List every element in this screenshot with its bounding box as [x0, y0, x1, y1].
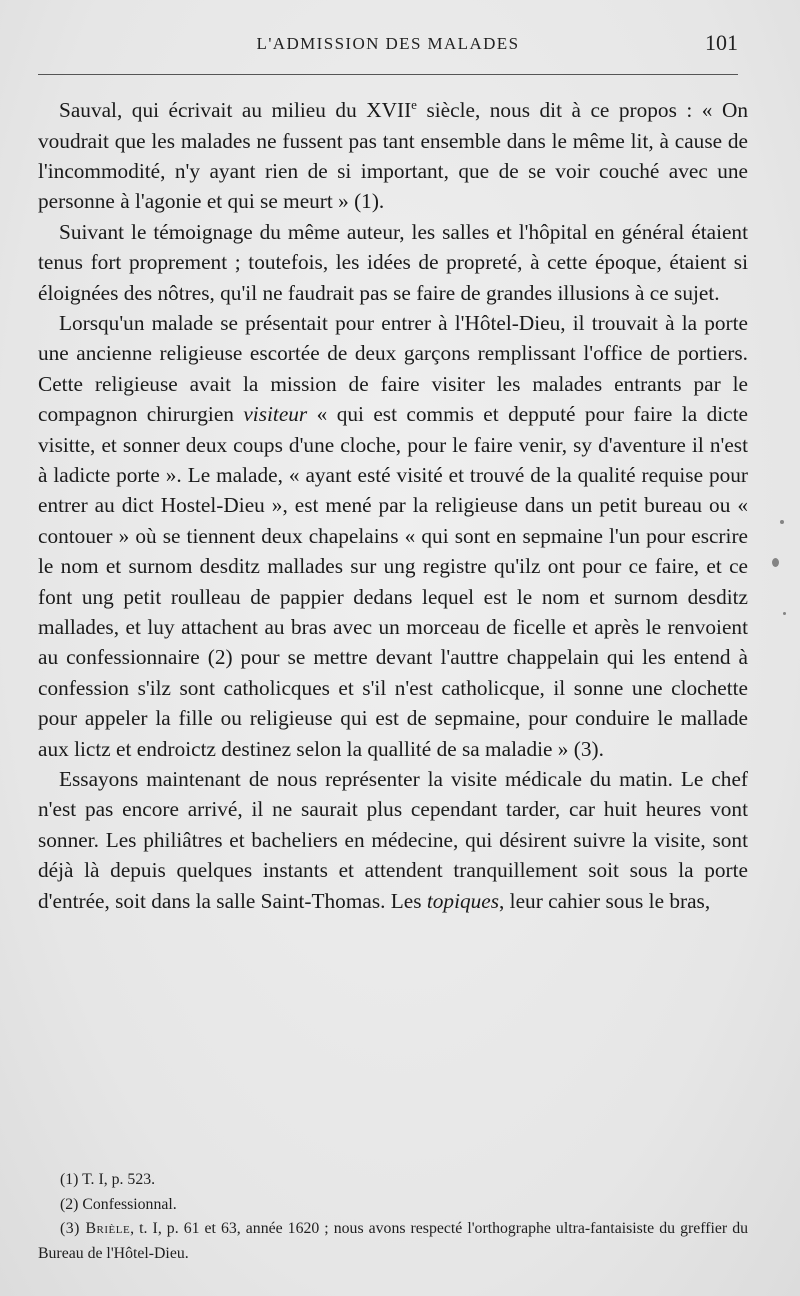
- footnote-3-author: (3) Brièle: [60, 1220, 131, 1237]
- ink-speck: [783, 612, 786, 615]
- ink-speck: [780, 520, 784, 524]
- paragraph-4: [38, 764, 748, 916]
- paragraph-2: Suivant le témoignage du même auteur, les salles et l'hôpital en général étaient tenus fort proprement ; toutefois, les idées de propreté, à cette époque, étaient si éloignées des nôtres, qu'il ne faudrait pas se faire de grandes illusions à ce sujet.: [38, 219, 748, 305]
- footnotes: [38, 1168, 748, 1266]
- footnote-1: (1) T. I, p. 523.: [60, 1171, 156, 1188]
- paragraph-4-start: Essayons maintenant de nous représenter la visite médicale du matin. Le chef n'est pas encore arrivé, il ne saurait plus cependant tarder, car huit heures vont sonner. Les philiâtres et bacheliers en médecine, qui désirent suivre la visite, sont déjà là depuis quelques instants et attendent tranquillement soit sous la porte d'entrée, soit dans la salle Saint-Thomas. Les: [38, 767, 748, 913]
- paragraph-1-start: Sauval, qui écrivait au milieu du XVII: [59, 98, 412, 123]
- paragraph-4-rest: , leur cahier sous le bras,: [499, 888, 711, 913]
- page-number: 101: [705, 30, 738, 55]
- paragraph-4-italic: topiques: [426, 888, 500, 913]
- paragraph-1: [38, 90, 748, 217]
- running-head: L'ADMISSION DES MALADES: [256, 34, 520, 53]
- paragraph-3-rest: « qui est commis et depputé pour faire la dicte visitte, et sonner deux coups d'une cloche, pour le faire venir, sy d'aventure il n'est à ladicte porte ». Le malade, « ayant esté visité et trouvé de la qualité requise pour entrer au dict Hostel-Dieu », est mené par la religieuse dans un petit bureau ou « contouer » où se tiennent deux chapelains « qui sont en sepmaine l'un pour escrire le nom et surnom desditz mallades sur ung registre qu'ilz ont pour ce faire, et ce font ung petit roulleau de pappier dedans lequel est le nom et surnom desditz mallades, et luy attachent au bras avec un morceau de ficelle et après le renvoient au confessionnaire (2) pour se mettre devant l'auttre chappelain qui les entend à confession s'ilz sont catholicques et s'il n'est catholicque, il sonne une clochette pour appeler la fille ou religieuse qui est de sepmaine, pour conduire le mallade aux lictz et endroictz destinez selon la quallité de sa maladie » (3).: [38, 402, 748, 761]
- body-text: [38, 90, 748, 916]
- footnote-2: (2) Confessionnal.: [60, 1195, 177, 1213]
- paragraph-3-italic: visiteur: [243, 402, 308, 427]
- footnote-3: [38, 1217, 748, 1266]
- ink-blot: [772, 558, 779, 567]
- footnote-3-text: , t. I, p. 61 et 63, année 1620 ; nous avons respecté l'orthographe ultra-fantaisiste du greffier du Bureau de l'Hôtel-Dieu.: [38, 1220, 748, 1262]
- century-superscript: e: [411, 97, 417, 112]
- paragraph-3: [38, 308, 748, 764]
- page-header: [38, 30, 738, 60]
- paragraph-1-rest: siècle, nous dit à ce propos : « On voudrait que les malades ne fussent pas tant ensemble dans le même lit, à cause de l'incommodité, n'y ayant rien de si important, que de se voir couché avec une personne à l'agonie et qui se meurt » (1).: [38, 98, 748, 214]
- header-rule: [38, 74, 738, 75]
- paragraph-3-start: Lorsqu'un malade se présentait pour entrer à l'Hôtel-Dieu, il trouvait à la porte une ancienne religieuse escortée de deux garçons remplissant l'office de portiers. Cette religieuse avait la mission de faire visiter les malades entrants par le compagnon chirurgien: [38, 310, 748, 427]
